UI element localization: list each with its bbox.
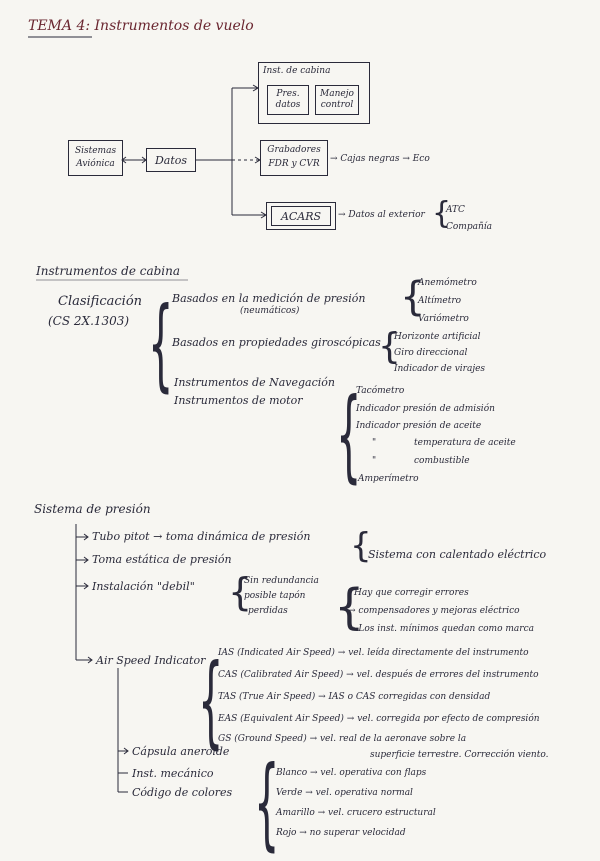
- sistemas-box: [68, 140, 123, 176]
- presion-aceite: Indicador presión de aceite: [356, 421, 482, 431]
- instalacion-debil: Instalación "debil": [92, 580, 195, 593]
- airspeed-indicator: Air Speed Indicator: [96, 654, 206, 667]
- cabina-heading: Instrumentos de cabina: [36, 264, 181, 278]
- presion-admision: Indicador presión de admisión: [356, 404, 495, 414]
- debil-brace: {: [228, 570, 253, 614]
- datos-label: Datos: [154, 154, 188, 167]
- color-blanco: Blanco → vel. operativa con flaps: [276, 768, 427, 778]
- tacometro: Tacómetro: [356, 386, 405, 396]
- sin-redundancia: Sin redundancia: [244, 576, 319, 586]
- speed-cas: CAS (Calibrated Air Speed) → vel. después de errores del instrumento: [218, 670, 539, 680]
- sistemas-label-2: Aviónica: [76, 159, 115, 169]
- acars-inner-box: [271, 206, 331, 226]
- presion-type: Basados en la medición de presión: [172, 292, 366, 305]
- consec-brace: {: [334, 579, 365, 635]
- corregir-errores: Hay que corregir errores: [354, 588, 469, 598]
- title-tema: TEMA 4:: [28, 18, 91, 34]
- acars-outer-box: [266, 202, 336, 230]
- compensadores: → compensadores y mejoras eléctrico: [348, 606, 520, 616]
- sistemas-label-1: Sistemas: [74, 146, 117, 156]
- motor-brace: {: [336, 376, 362, 493]
- atc-label: ATC: [446, 205, 465, 215]
- manejo-1: Manejo: [320, 89, 354, 99]
- title-name: Instrumentos de vuelo: [94, 18, 254, 34]
- navegacion-type: Instrumentos de Navegación: [174, 376, 335, 389]
- combustible: combustible: [414, 456, 470, 466]
- speed-ias: IAS (Indicated Air Speed) → vel. leída directamente del instrumento: [218, 648, 529, 658]
- color-rojo: Rojo → no superar velocidad: [276, 828, 406, 838]
- tubo-pitot: Tubo pitot → toma dinámica de presión: [92, 530, 311, 543]
- giro-brace: {: [378, 326, 401, 367]
- pres-datos-2: datos: [275, 100, 301, 110]
- presion-heading: Sistema de presión: [34, 502, 151, 516]
- clasificacion-brace: {: [148, 285, 174, 402]
- grabadores-box: [260, 140, 328, 176]
- altimetro: Altímetro: [418, 296, 462, 306]
- horizonte: Horizonte artificial: [394, 332, 481, 342]
- page-title: [28, 20, 254, 33]
- clasificacion-label: Clasificación: [58, 294, 143, 309]
- motor-type: Instrumentos de motor: [174, 394, 303, 407]
- amperimetro: Amperímetro: [358, 474, 419, 484]
- acars-brace: {: [432, 196, 452, 231]
- speed-gs: GS (Ground Speed) → vel. real de la aeronave sobre la: [218, 734, 467, 744]
- inst-cabina-label: Inst. de cabina: [263, 66, 331, 76]
- cs-label: (CS 2X.1303): [48, 314, 130, 328]
- variometro: Variómetro: [418, 314, 469, 324]
- color-verde: Verde → vel. operativa normal: [276, 788, 413, 798]
- grabadores-1: Grabadores: [267, 145, 321, 155]
- indicador-virajes: Indicador de virajes: [394, 364, 486, 374]
- color-amarillo: Amarillo → vel. crucero estructural: [276, 808, 436, 818]
- inst-cabina-box: [258, 62, 370, 124]
- ditto-1: ": [372, 438, 377, 448]
- anemometro: Anemómetro: [418, 278, 477, 288]
- acars-label: ACARS: [280, 210, 322, 223]
- temp-aceite: temperatura de aceite: [414, 438, 516, 448]
- calentado-brace: {: [350, 526, 372, 566]
- pres-datos-box: [267, 85, 309, 115]
- pres-datos-1: Pres.: [276, 89, 300, 99]
- speed-tas: TAS (True Air Speed) → IAS o CAS corregidas con densidad: [218, 692, 491, 702]
- speed-eas: EAS (Equivalent Air Speed) → vel. corregida por efecto de compresión: [218, 714, 540, 724]
- capsula-aneroide: Cápsula aneroide: [132, 745, 230, 758]
- grabadores-2: FDR y CVR: [268, 159, 320, 169]
- posible-tapon: posible tapón: [244, 591, 306, 601]
- colores-brace: {: [254, 744, 280, 861]
- presion-type-sub: (neumáticos): [240, 306, 300, 316]
- sistema-calentado: Sistema con calentado eléctrico: [368, 548, 547, 561]
- speed-gs-cont: superficie terrestre. Corrección viento.: [370, 750, 549, 760]
- codigo-colores: Código de colores: [132, 786, 233, 799]
- datos-box: [146, 148, 196, 172]
- manejo-2: control: [320, 100, 354, 110]
- presion-brace: {: [400, 274, 426, 320]
- toma-estatica: Toma estática de presión: [92, 553, 232, 566]
- datos-exterior: → Datos al exterior: [338, 210, 425, 220]
- ditto-2: ": [372, 456, 377, 466]
- giro-type: Basados en propiedades giroscópicas: [172, 336, 381, 349]
- giro-direccional: Giro direccional: [394, 348, 468, 358]
- perdidas: perdidas: [248, 606, 288, 616]
- inst-minimos: → Los inst. mínimos quedan como marca: [348, 624, 534, 634]
- compania-label: Compañía: [446, 222, 493, 232]
- speeds-brace: {: [198, 642, 224, 759]
- inst-mecanico: Inst. mecánico: [132, 767, 214, 780]
- cajas-negras: → Cajas negras → Eco: [330, 154, 430, 164]
- manejo-box: [315, 85, 359, 115]
